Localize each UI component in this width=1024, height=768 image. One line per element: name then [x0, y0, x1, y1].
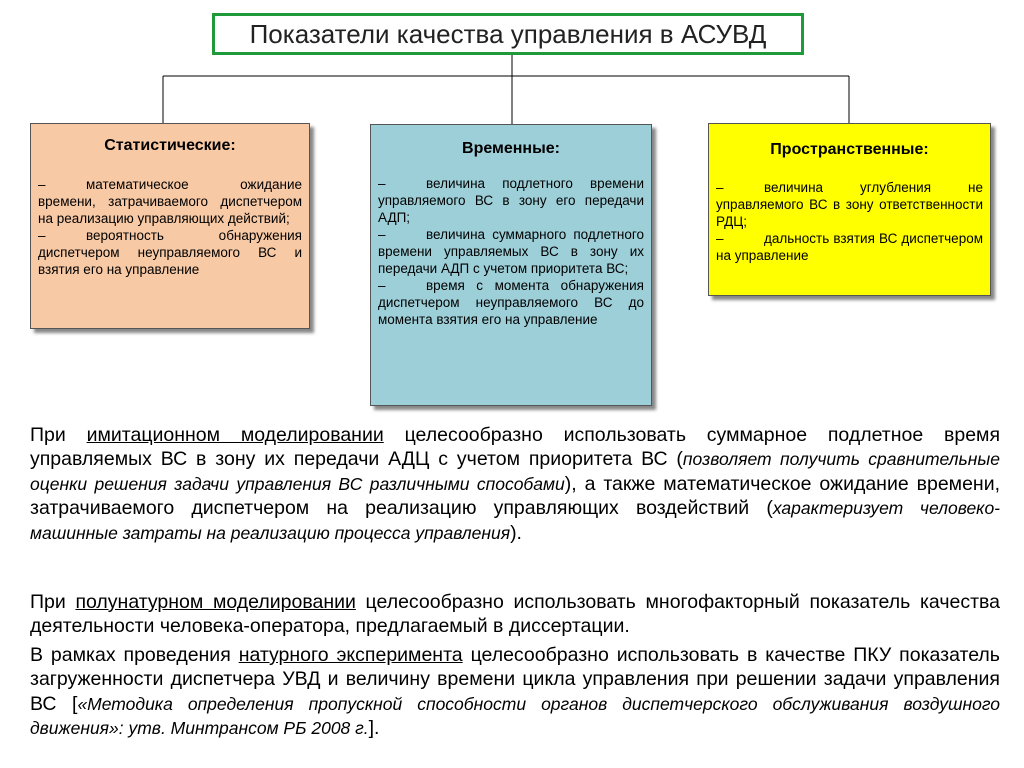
- category-item: – математическое ожидание времени, затрачиваемого диспетчером на реализацию управляющих действий;: [38, 177, 302, 226]
- category-heading: Статистические:: [104, 137, 236, 154]
- category-item: – величина углубления не управляемого ВС в зону ответственности РДЦ;: [716, 180, 983, 229]
- paragraph-natural-experiment: В рамках проведения натурного эксперимента целесообразно использовать в качестве ПКУ показатель загруженности диспетчера УВД и величину времени цикла управления при решении задачи управления ВС [«Методика определения пропускной способности органов диспетчерского обслуживания воздушного движения»: утв. Минтрансом РБ 2008 г.].: [30, 644, 1000, 740]
- category-heading: Пространственные:: [770, 141, 929, 158]
- category-spatial: [708, 123, 991, 296]
- category-item: – дальность взятия ВС диспетчером на управление: [716, 231, 983, 263]
- category-temporal: [370, 124, 652, 406]
- category-item: – вероятность обнаружения диспетчером неуправляемого ВС и взятия его на управление: [38, 228, 302, 277]
- paragraph-simulation: При имитационном моделировании целесообразно использовать суммарное подлетное время управляемых ВС в зону их передачи АДЦ с учетом приоритета ВС (позволяет получить сравнительные оценки решения задачи управления ВС различными способами), а также математическое ожидание времени, затрачиваемого диспетчером на реализацию управляющих воздействий (характеризует человеко-машинные затраты на реализацию процесса управления).: [30, 424, 1001, 544]
- category-item: – величина подлетного времени управляемого ВС в зону его передачи АДП;: [378, 176, 644, 225]
- diagram-title: Показатели качества управления в АСУВД: [212, 13, 804, 55]
- category-statistical: [30, 123, 310, 329]
- paragraph-semi-natural: При полунатурном моделировании целесообразно использовать многофакторный показатель качества деятельности человека-оператора, предлагаемый в диссертации.: [30, 591, 1001, 638]
- category-item: – время с момента обнаружения диспетчером неуправляемого ВС до момента взятия его на управление: [378, 278, 644, 327]
- category-heading: Временные:: [462, 140, 560, 157]
- category-item: – величина суммарного подлетного времени управляемых ВС в зону их передачи АДП с учетом приоритета ВС;: [378, 227, 644, 276]
